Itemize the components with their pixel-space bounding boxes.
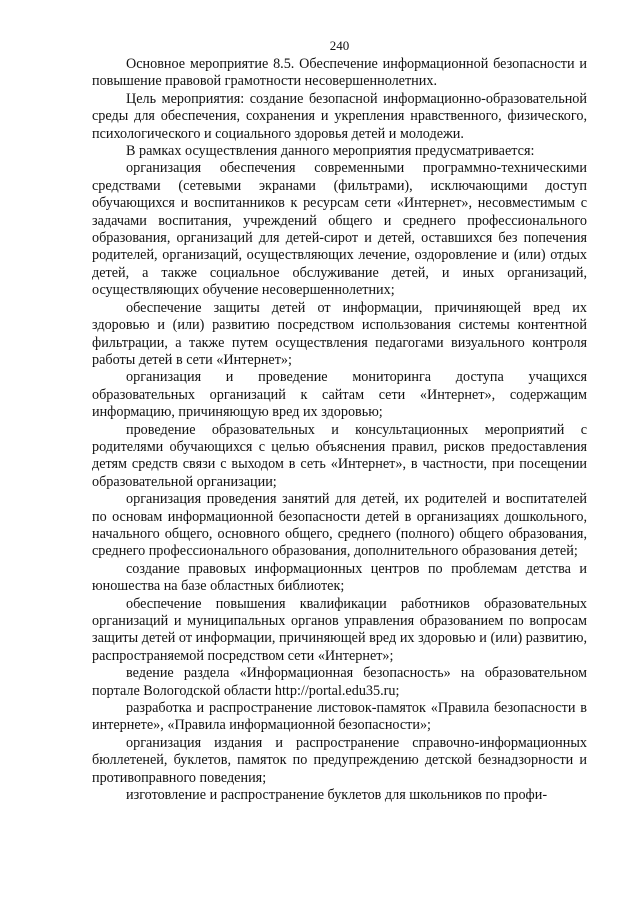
list-item: организация издания и распространение справочно-информационных бюллетеней, буклетов, памяток по предупреждению детской безнадзорности и противоправного поведения; — [92, 734, 587, 786]
list-item: разработка и распространение листовок-памяток «Правила безопасности в интернете», «Правила информационной безопасности»; — [92, 700, 587, 734]
document-page — [92, 38, 587, 804]
list-item: изготовление и распространение буклетов для школьников по профи- — [126, 787, 548, 804]
list-item: обеспечение повышения квалификации работников образовательных организаций и муниципальных органов управления образованием по вопросам защиты детей от информации, причиняющей вред их здоровью и (или) развитию, распространяемой посредством сети «Интернет»; — [92, 595, 587, 664]
list-item: создание правовых информационных центров по проблемам детства и юношества на базе областных библиотек; — [92, 560, 587, 595]
list-item: организация проведения занятий для детей, их родителей и воспитателей по основам информационной безопасности детей в организациях дошкольного, начального общего, основного общего, среднего (полного) общего образования, среднего профессионального образования, дополнительного образования детей; — [92, 491, 587, 560]
list-item: ведение раздела «Информационная безопасность» на образовательном портале Вологодской области http://portal.edu35.ru; — [92, 665, 587, 699]
paragraph-intro: В рамках осуществления данного мероприятия предусматривается: — [126, 143, 535, 160]
paragraph-activity-goal: Цель мероприятия: создание безопасной информационно-образовательной среды для обеспечения, сохранения и укрепления нравственного, физического, психологического и социального здоровья детей и молодежи. — [92, 90, 587, 142]
list-item: организация обеспечения современными программно-техническими средствами (сетевыми экранами (фильтрами), исключающими доступ обучающихся и воспитанников к ресурсам сети «Интернет», несовместимым с задачами воспитания, учреждений общего и среднего профессионального образования, организаций для детей-сирот и детей, оставшихся без попечения родителей, организаций, осуществляющих лечение, оздоровление и (или) отдых детей, а также социальное обслуживание детей, и иных организаций, осуществляющих обучение несовершеннолетних; — [92, 160, 587, 299]
page-number: 240 — [329, 38, 350, 53]
list-item: проведение образовательных и консультационных мероприятий с родителями обучающихся с целью объяснения правил, рисков предоставления детям средств связи с выходом в сеть «Интернет», в частности, при посещении образовательной организации; — [92, 421, 587, 490]
list-item: организация и проведение мониторинга доступа учащихся образовательных организаций к сайтам сети «Интернет», содержащим информацию, причиняющую вред их здоровью; — [92, 369, 587, 421]
list-item: обеспечение защиты детей от информации, причиняющей вред их здоровью и (или) развитию посредством использования системы контентной фильтрации, а также путем осуществления педагогами визуального контроля работы детей в сети «Интернет»; — [92, 299, 587, 368]
paragraph-activity-title: Основное мероприятие 8.5. Обеспечение информационной безопасности и повышение правовой грамотности несовершеннолетних. — [92, 56, 587, 90]
